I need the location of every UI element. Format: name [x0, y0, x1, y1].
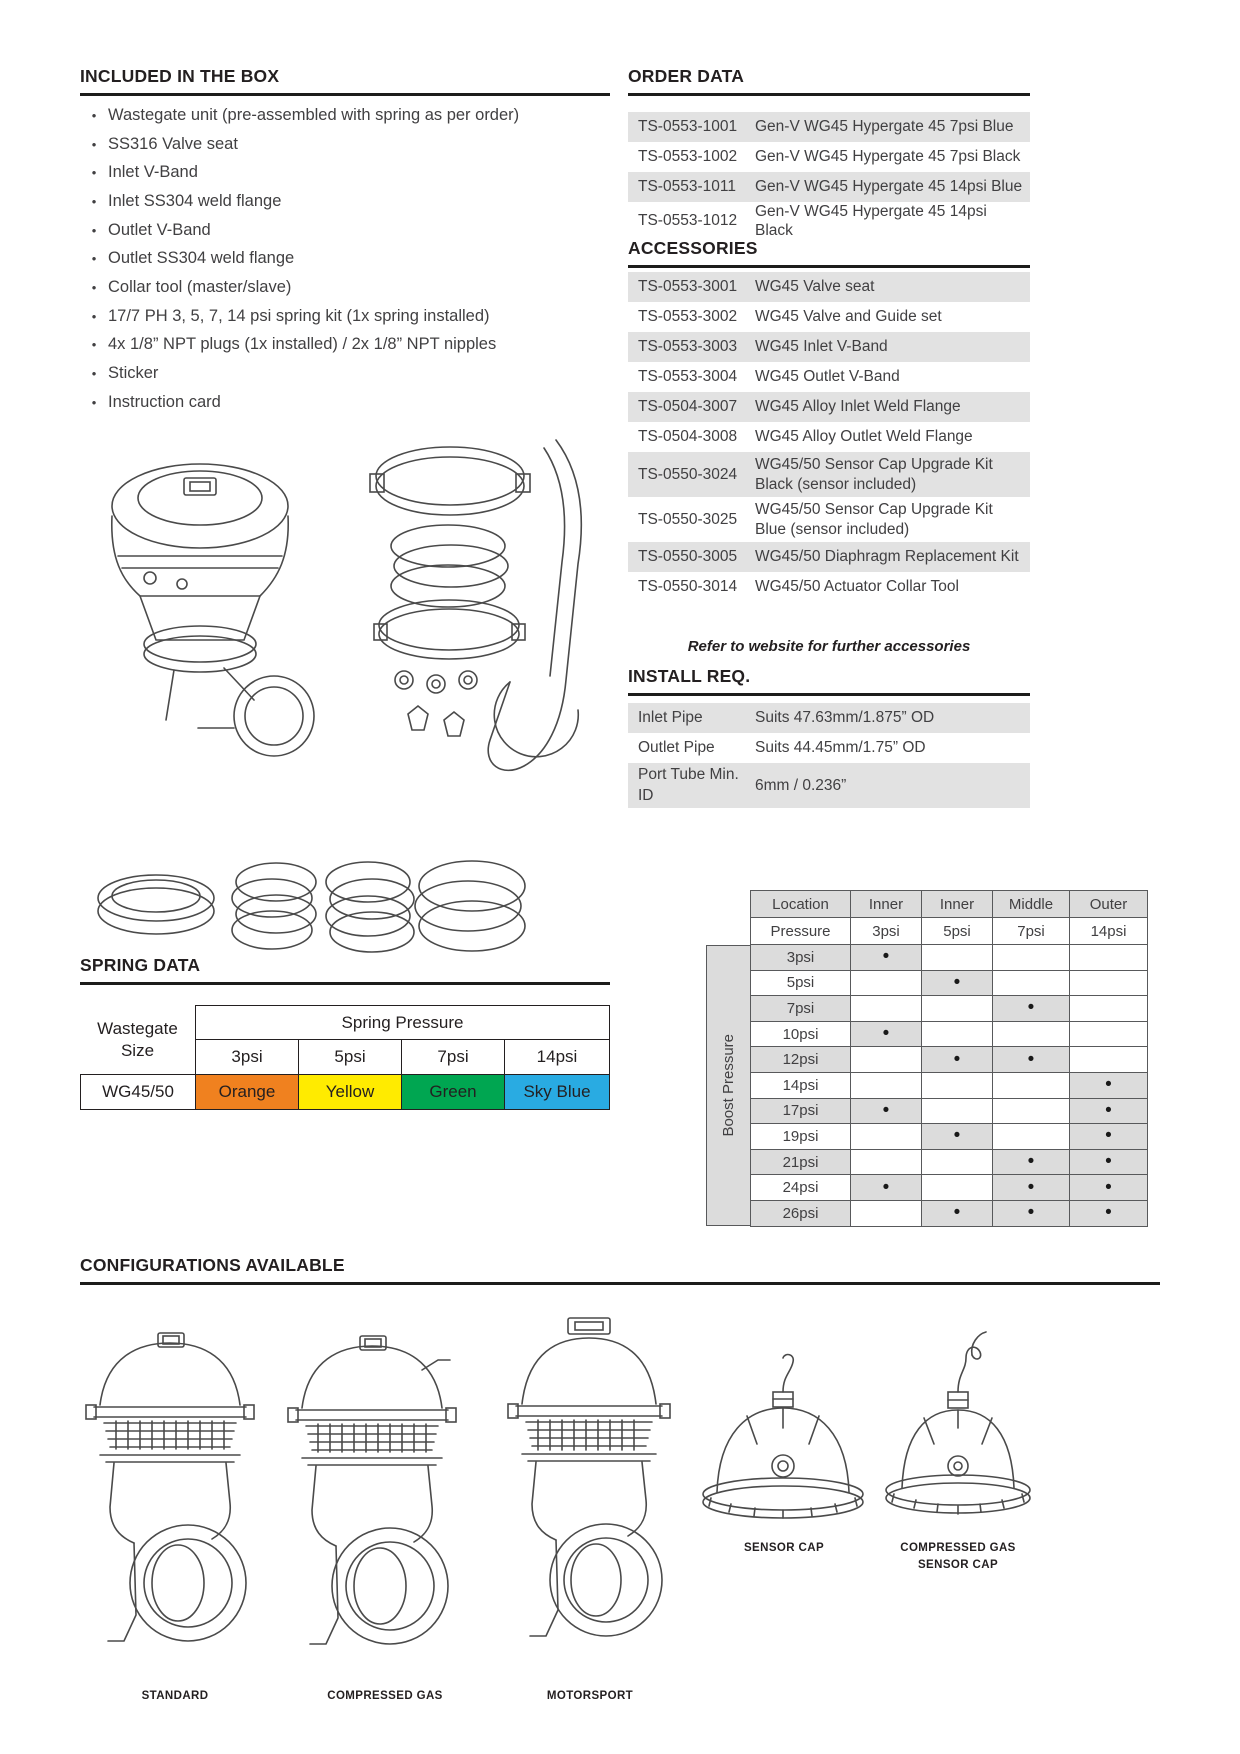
matrix-row-label: 26psi: [751, 1201, 850, 1226]
matrix-cell: •: [1070, 1099, 1147, 1124]
matrix-cell: [851, 1201, 921, 1226]
config-compressed-gas-sensor-cap-drawing: [868, 1330, 1048, 1530]
table-row: TS-0504-3007 WG45 Alloy Inlet Weld Flange: [628, 392, 1030, 422]
spring-color-cell: Sky Blue: [504, 1074, 610, 1110]
matrix-cell: •: [851, 1022, 921, 1047]
table-row: TS-0553-3003 WG45 Inlet V-Band: [628, 332, 1030, 362]
matrix-cell: •: [993, 1175, 1069, 1200]
matrix-cell: [993, 945, 1069, 970]
exploded-parts-drawing: [78, 428, 610, 840]
matrix-cell: •: [1070, 1175, 1147, 1200]
spring-color-cell: Orange: [195, 1074, 299, 1110]
matrix-row-label: 12psi: [751, 1047, 850, 1072]
matrix-cell: [922, 1150, 992, 1175]
matrix-cell: •: [1070, 1150, 1147, 1175]
matrix-cell: [993, 1124, 1069, 1149]
matrix-cell: •: [922, 1124, 992, 1149]
matrix-header: Outer: [1070, 891, 1147, 917]
pressure-col-header: 7psi: [401, 1039, 505, 1075]
pressure-col-header: 3psi: [195, 1039, 299, 1075]
matrix-cell: [1070, 1047, 1147, 1072]
matrix-header: Inner: [922, 891, 992, 917]
matrix-cell: [851, 1124, 921, 1149]
spring-pressure-header: Spring Pressure: [195, 1005, 610, 1040]
included-list: [80, 101, 620, 417]
matrix-cell: [1070, 1022, 1147, 1047]
matrix-header: 5psi: [922, 918, 992, 944]
matrix-cell: [851, 996, 921, 1021]
matrix-cell: [922, 1073, 992, 1098]
list-item: • Outlet SS304 weld flange: [80, 244, 620, 273]
spring-color-cell: Yellow: [298, 1074, 402, 1110]
matrix-row-label: 7psi: [751, 996, 850, 1021]
matrix-row-label: 17psi: [751, 1099, 850, 1124]
matrix-cell: [993, 1099, 1069, 1124]
matrix-cell: [851, 1047, 921, 1072]
matrix-row-label: 10psi: [751, 1022, 850, 1047]
matrix-header: 14psi: [1070, 918, 1147, 944]
table-row: Outlet Pipe Suits 44.45mm/1.75” OD: [638, 739, 926, 757]
table-row: TS-0553-1012 Gen-V WG45 Hypergate 45 14psi Black: [638, 203, 987, 240]
boost-pressure-side-label: Boost Pressure: [706, 945, 751, 1226]
matrix-cell: [993, 971, 1069, 996]
table-row: Inlet Pipe Suits 47.63mm/1.875” OD: [628, 703, 1030, 733]
list-item: • Outlet V-Band: [80, 216, 620, 245]
list-item: • 17/7 PH 3, 5, 7, 14 psi spring kit (1x spring installed): [80, 302, 620, 331]
matrix-cell: •: [922, 1201, 992, 1226]
matrix-header: 3psi: [851, 918, 921, 944]
matrix-cell: •: [993, 1201, 1069, 1226]
spring-color-cell: Green: [401, 1074, 505, 1110]
matrix-row-label: 24psi: [751, 1175, 850, 1200]
matrix-row-label: 3psi: [751, 945, 850, 970]
table-row: Port Tube Min. ID 6mm / 0.236”: [628, 763, 1030, 808]
configurations-heading: CONFIGURATIONS AVAILABLE: [80, 1255, 1160, 1285]
matrix-cell: [922, 996, 992, 1021]
list-item: • Inlet SS304 weld flange: [80, 187, 620, 216]
list-item: • 4x 1/8” NPT plugs (1x installed) / 2x 1/8” NPT nipples: [80, 331, 620, 360]
matrix-cell: [922, 1175, 992, 1200]
table-row: TS-0550-3005 WG45/50 Diaphragm Replacement Kit: [628, 542, 1030, 572]
matrix-cell: •: [922, 1047, 992, 1072]
matrix-cell: •: [1070, 1124, 1147, 1149]
accessories-note: Refer to website for further accessories: [687, 638, 971, 655]
matrix-cell: •: [851, 945, 921, 970]
matrix-cell: •: [922, 971, 992, 996]
matrix-cell: •: [993, 1150, 1069, 1175]
accessories-heading: ACCESSORIES: [628, 238, 1030, 268]
included-heading: INCLUDED IN THE BOX: [80, 66, 610, 96]
wastegate-size-cell: WG45/50: [80, 1074, 196, 1110]
matrix-header: Inner: [851, 891, 921, 917]
boost-pressure-matrix: [750, 890, 1148, 1227]
install-req-table: [628, 703, 1030, 808]
list-item: • Inlet V-Band: [80, 158, 620, 187]
install-req-heading: INSTALL REQ.: [628, 666, 1030, 696]
config-label-sensor-cap: SENSOR CAP: [743, 1542, 825, 1554]
table-row: TS-0553-1002 Gen-V WG45 Hypergate 45 7psi Black: [638, 148, 1021, 166]
list-item: • SS316 Valve seat: [80, 130, 620, 159]
table-row: TS-0553-1011 Gen-V WG45 Hypergate 45 14psi Blue: [628, 172, 1030, 202]
matrix-cell: •: [1070, 1201, 1147, 1226]
matrix-row-label: 14psi: [751, 1073, 850, 1098]
list-item: • Sticker: [80, 359, 620, 388]
matrix-cell: •: [851, 1175, 921, 1200]
matrix-cell: [851, 1150, 921, 1175]
matrix-cell: •: [993, 996, 1069, 1021]
table-row: TS-0550-3014 WG45/50 Actuator Collar Tool: [638, 578, 959, 596]
spring-data-heading: SPRING DATA: [80, 955, 610, 985]
config-sensor-cap-drawing: [695, 1352, 873, 1530]
table-row: TS-0550-3024 WG45/50 Sensor Cap Upgrade Kit Black (sensor included): [628, 452, 1030, 497]
table-row: TS-0553-3002 WG45 Valve and Guide set: [638, 308, 942, 326]
matrix-cell: [1070, 996, 1147, 1021]
matrix-header: Middle: [993, 891, 1069, 917]
matrix-header: Location: [751, 891, 850, 917]
pressure-col-header: 5psi: [298, 1039, 402, 1075]
accessories-table: [628, 272, 1030, 602]
config-label-standard: STANDARD: [141, 1690, 209, 1702]
list-item: • Collar tool (master/slave): [80, 273, 620, 302]
matrix-row-label: 5psi: [751, 971, 850, 996]
matrix-row-label: 19psi: [751, 1124, 850, 1149]
list-item: • Wastegate unit (pre-assembled with spring as per order): [80, 101, 620, 130]
spring-kit-drawing: [80, 848, 532, 960]
matrix-cell: [1070, 971, 1147, 996]
matrix-header: Pressure: [751, 918, 850, 944]
matrix-cell: •: [993, 1047, 1069, 1072]
matrix-header: 7psi: [993, 918, 1069, 944]
matrix-cell: [993, 1022, 1069, 1047]
matrix-cell: [922, 1099, 992, 1124]
config-compressed-gas-drawing: [272, 1330, 472, 1670]
matrix-cell: [922, 945, 992, 970]
table-row: TS-0550-3025 WG45/50 Sensor Cap Upgrade Kit Blue (sensor included): [638, 501, 993, 538]
config-motorsport-drawing: [488, 1312, 688, 1670]
table-row: TS-0553-3004 WG45 Outlet V-Band: [638, 368, 900, 386]
pressure-col-header: 14psi: [504, 1039, 610, 1075]
table-row: TS-0553-1001 Gen-V WG45 Hypergate 45 7psi Blue: [628, 112, 1030, 142]
matrix-cell: [922, 1022, 992, 1047]
matrix-row-label: 21psi: [751, 1150, 850, 1175]
table-row: TS-0553-3001 WG45 Valve seat: [628, 272, 1030, 302]
list-item: • Instruction card: [80, 388, 620, 417]
matrix-cell: [1070, 945, 1147, 970]
order-data-table: [628, 112, 1030, 241]
matrix-cell: [851, 1073, 921, 1098]
spring-table-corner: Wastegate Size: [97, 1018, 178, 1060]
matrix-cell: [993, 1073, 1069, 1098]
spring-data-table: [80, 1005, 610, 1110]
table-row: TS-0504-3008 WG45 Alloy Outlet Weld Flange: [638, 428, 973, 446]
config-standard-drawing: [70, 1325, 270, 1670]
config-label-compressed-gas-sensor-cap: COMPRESSED GAS SENSOR CAP: [900, 1542, 1016, 1572]
matrix-cell: •: [851, 1099, 921, 1124]
matrix-cell: [851, 971, 921, 996]
config-label-motorsport: MOTORSPORT: [546, 1690, 634, 1702]
config-label-compressed-gas: COMPRESSED GAS: [327, 1690, 443, 1702]
order-data-heading: ORDER DATA: [628, 66, 1030, 96]
matrix-cell: •: [1070, 1073, 1147, 1098]
